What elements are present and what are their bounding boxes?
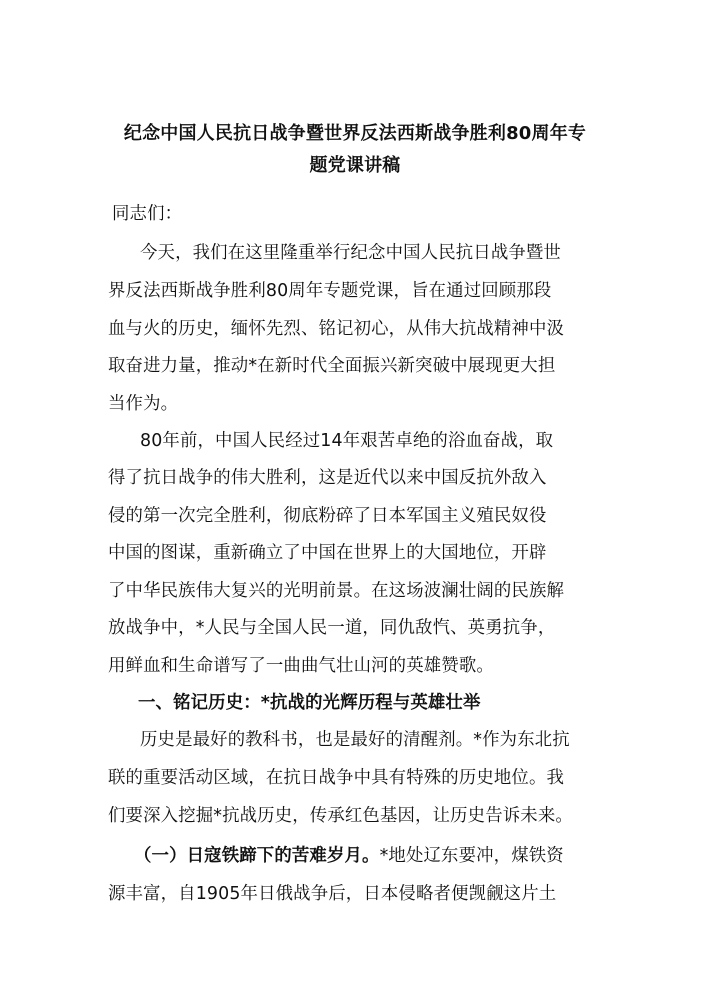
paragraph-line: 历史是最好的教科书，也是最好的清醒剂。*作为东北抗 [140,730,570,750]
paragraph-text: *地处辽东要冲，煤铁资 [379,846,564,866]
paragraph-line: 得了抗日战争的伟大胜利，这是近代以来中国反抗外敌入 [108,468,547,488]
section-heading: 一、铭记历史：*抗战的光辉历程与英雄壮举 [138,693,481,713]
paragraph-line: 了中华民族伟大复兴的光明前景。在这场波澜壮阔的民族解 [108,581,565,601]
paragraph-line [134,845,634,867]
paragraph-line: 们要深入挖掘*抗战历史，传承红色基因，让历史告诉未来。 [108,806,573,826]
paragraph-line: 用鲜血和生命谱写了一曲曲气壮山河的英雄赞歌。 [108,656,494,676]
paragraph-line: 侵的第一次完全胜利，彻底粉碎了日本军国主义殖民奴役 [108,506,547,526]
paragraph-line: 取奋进力量，推动*在新时代全面振兴新突破中展现更大担 [108,356,556,376]
subsection-heading: （一）日寇铁蹄下的苦难岁月。 [134,846,380,866]
paragraph-line: 中国的图谋，重新确立了中国在世界上的大国地位，开辟 [108,543,547,563]
paragraph-line: 当作为。 [108,394,179,414]
paragraph-line: 源丰富，自1905年日俄战争后，日本侵略者便觊觎这片土 [108,884,557,904]
title-line-2: 题党课讲稿 [309,155,401,176]
paragraph-line: 联的重要活动区域，在抗日战争中具有特殊的历史地位。我 [108,768,565,788]
title-line-1: 纪念中国人民抗日战争暨世界反法西斯战争胜利80周年专 [123,123,587,144]
salutation: 同志们： [112,204,183,224]
paragraph-line: 今天，我们在这里隆重举行纪念中国人民抗日战争暨世 [140,243,561,263]
paragraph-line: 界反法西斯战争胜利80周年专题党课，旨在通过回顾那段 [108,281,552,301]
paragraph-line: 放战争中，*人民与全国人民一道，同仇敌忾、英勇抗争， [108,618,556,638]
paragraph-line: 80年前，中国人民经过14年艰苦卓绝的浴血奋战，取 [140,431,554,451]
document-title [100,118,610,182]
paragraph-line: 血与火的历史，缅怀先烈、铭记初心，从伟大抗战精神中汲 [108,319,565,339]
